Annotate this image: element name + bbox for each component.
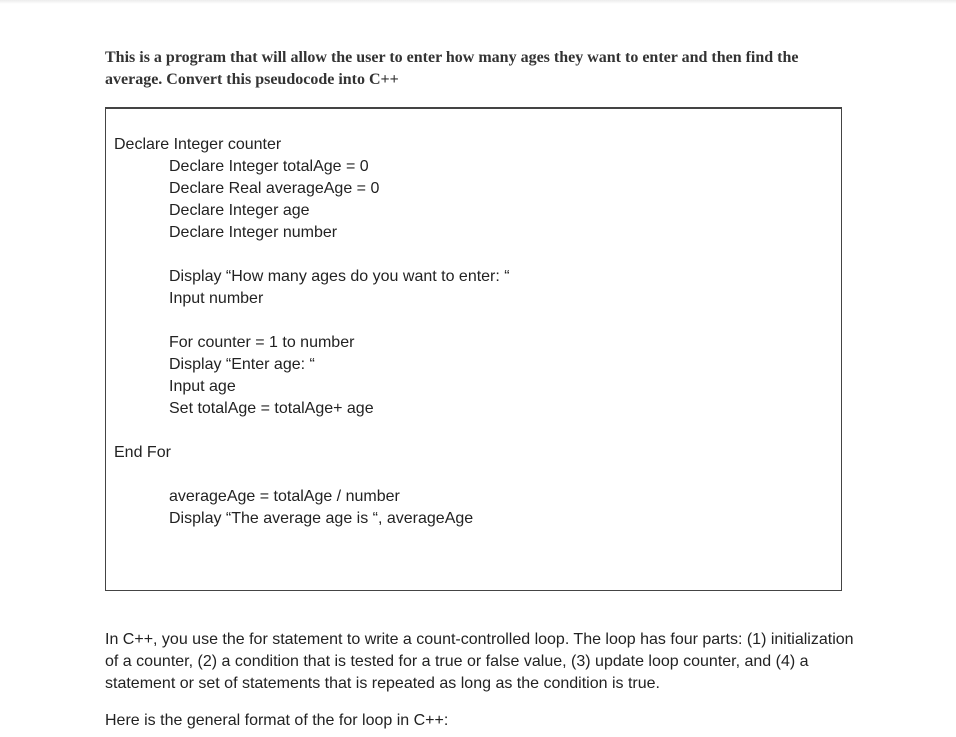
code-line: Declare Integer number (169, 224, 338, 241)
code-line: Display “The average age is “, averageAge (169, 510, 474, 527)
code-line: Display “How many ages do you want to enter: “ (169, 268, 510, 285)
code-line: Display “Enter age: “ (169, 356, 315, 373)
code-line: Input age (169, 378, 236, 395)
code-line: End For (114, 444, 171, 461)
for-loop-format-intro: Here is the general format of the for loop in C++: (105, 712, 449, 729)
code-line: Set totalAge = totalAge+ age (169, 400, 374, 417)
code-line: Declare Real averageAge = 0 (169, 180, 380, 197)
code-line: averageAge = totalAge / number (169, 488, 400, 505)
code-line: For counter = 1 to number (169, 334, 355, 351)
code-line: Declare Integer counter (114, 136, 282, 153)
code-line: Declare Integer totalAge = 0 (169, 158, 369, 175)
pseudocode-box (105, 107, 842, 591)
for-loop-explanation: In C++, you use the for statement to write a count-controlled loop. The loop has four parts: (1) initialization of a counter, (2) a condition that is tested for a true or false value, (3) update loop counter, and (4) a statement or set of statements that is repeated as long as the condition is true. (105, 631, 854, 692)
code-line: Input number (169, 290, 264, 307)
intro-text: This is a program that will allow the user to enter how many ages they want to enter and then find the average. Convert this pseudocode into C++ (105, 49, 799, 88)
page-top-edge (0, 0, 956, 4)
code-line: Declare Integer age (169, 202, 310, 219)
